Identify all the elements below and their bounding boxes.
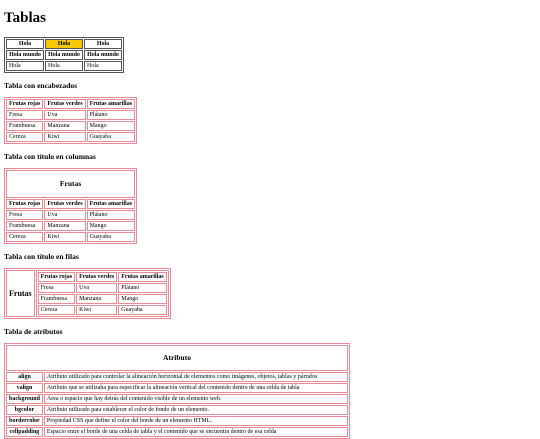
table-row — [6, 50, 122, 60]
headers-table — [4, 97, 137, 144]
table-header-cell: Frutas rojas — [6, 199, 43, 209]
table-row — [6, 221, 135, 231]
table-header-cell: Frutas verdes — [44, 199, 85, 209]
attributes-table — [4, 343, 350, 439]
table-cell: Hola — [84, 61, 122, 71]
table-cell: Kiwi — [76, 305, 117, 315]
table-cell: Cereza — [38, 305, 75, 315]
table-header-cell: Frutas amarillas — [118, 272, 167, 282]
table-header-cell: Frutas verdes — [76, 272, 117, 282]
table-header-cell: Hola — [6, 39, 44, 49]
table-cell: Cereza — [6, 232, 43, 242]
table-row — [38, 272, 167, 282]
section-heading: Tabla con encabezados — [4, 81, 78, 90]
table-cell: Guayaba — [118, 305, 167, 315]
table-row — [6, 383, 348, 393]
table-row — [38, 294, 167, 304]
table-cell: Kiwi — [44, 132, 85, 142]
table-cell: Plátano — [118, 283, 167, 293]
highlighted-header-cell: Hola — [45, 39, 83, 49]
table-row — [6, 232, 135, 242]
table-cell: Hola — [45, 61, 83, 71]
table-row — [38, 283, 167, 293]
table-cell: Mango — [87, 121, 136, 131]
attribute-description-cell: Atributo utilizado para controlar la alineación horizontal de elementos como imágenes, objetos, tablas y párrafos — [44, 372, 348, 382]
table-row — [6, 110, 135, 120]
table-cell: Manzana — [76, 294, 117, 304]
nested-table — [36, 270, 169, 317]
table-row — [6, 416, 348, 426]
table-row — [6, 427, 348, 437]
table-row — [6, 345, 348, 371]
attribute-name-cell: background — [6, 394, 43, 404]
page-title: Tablas — [4, 10, 46, 26]
section-heading: Tabla con título en columnas — [4, 152, 96, 161]
table-row-title-cell: Frutas — [6, 270, 35, 317]
table-row — [6, 394, 348, 404]
table-row — [6, 210, 135, 220]
table-row — [6, 270, 169, 317]
table-header-cell: Frutas verdes — [44, 99, 85, 109]
table-header-cell: Hola mundo — [45, 50, 83, 60]
row-title-table — [4, 268, 171, 319]
table-cell: Frambuesa — [38, 294, 75, 304]
section-heading: Tabla con título en filas — [4, 252, 79, 261]
attribute-description-cell: Atributo que se utilizaba para especificar la alineación vertical del contenido dentro de una celda de tabla — [44, 383, 348, 393]
table-cell: Uva — [44, 110, 85, 120]
section-heading: Tabla de atributos — [4, 327, 63, 336]
table-row — [6, 39, 122, 49]
table-cell: Frambuesa — [6, 221, 43, 231]
table-cell: Fresa — [6, 210, 43, 220]
table-cell: Uva — [44, 210, 85, 220]
table-row — [38, 305, 167, 315]
table-cell: Fresa — [6, 110, 43, 120]
table-row — [6, 61, 122, 71]
table-cell: Frambuesa — [6, 121, 43, 131]
nested-table-cell — [36, 270, 169, 317]
table-cell: Manzana — [44, 121, 85, 131]
table-header-cell: Frutas rojas — [38, 272, 75, 282]
column-title-table — [4, 168, 137, 244]
attribute-description-cell: Espacio entre el borde de una celda de tabla y el contenido que se encuentra dentro de esa celda — [44, 427, 348, 437]
table-cell: Mango — [87, 221, 136, 231]
table-header-cell: Hola mundo — [84, 50, 122, 60]
attribute-name-cell: valign — [6, 383, 43, 393]
attribute-description-cell: Área o espacio que hay detrás del contenido visible de un elemento web. — [44, 394, 348, 404]
attribute-description-cell: Propiedad CSS que define el color del borde de un elemento HTML. — [44, 416, 348, 426]
table-row — [6, 170, 135, 198]
table-cell: Uva — [76, 283, 117, 293]
attribute-name-cell: bordercolor — [6, 416, 43, 426]
table-cell: Mango — [118, 294, 167, 304]
table-header-cell: Frutas amarillas — [87, 99, 136, 109]
table-row — [6, 372, 348, 382]
table-cell: Fresa — [38, 283, 75, 293]
table-header-cell: Hola — [84, 39, 122, 49]
table-caption-cell: Frutas — [6, 170, 135, 198]
table-cell: Kiwi — [44, 232, 85, 242]
table-header-cell: Hola mundo — [6, 50, 44, 60]
attribute-name-cell: align — [6, 372, 43, 382]
table-header-cell: Frutas amarillas — [87, 199, 136, 209]
table-row — [6, 405, 348, 415]
attribute-name-cell: cellpadding — [6, 427, 43, 437]
attribute-name-cell: bgcolor — [6, 405, 43, 415]
table-cell: Cereza — [6, 132, 43, 142]
table-row — [6, 132, 135, 142]
table-row — [6, 121, 135, 131]
table-header-cell: Frutas rojas — [6, 99, 43, 109]
table-caption-cell: Atributo — [6, 345, 348, 371]
table-cell: Manzana — [44, 221, 85, 231]
table-row — [6, 99, 135, 109]
table-cell: Plátano — [87, 210, 136, 220]
table-row — [6, 199, 135, 209]
table-cell: Guayaba — [87, 132, 136, 142]
table-cell: Hola — [6, 61, 44, 71]
table-cell: Plátano — [87, 110, 136, 120]
attribute-description-cell: Atributo utilizado para establecer el color de fondo de un elemento. — [44, 405, 348, 415]
basic-table — [4, 37, 124, 73]
table-cell: Guayaba — [87, 232, 136, 242]
